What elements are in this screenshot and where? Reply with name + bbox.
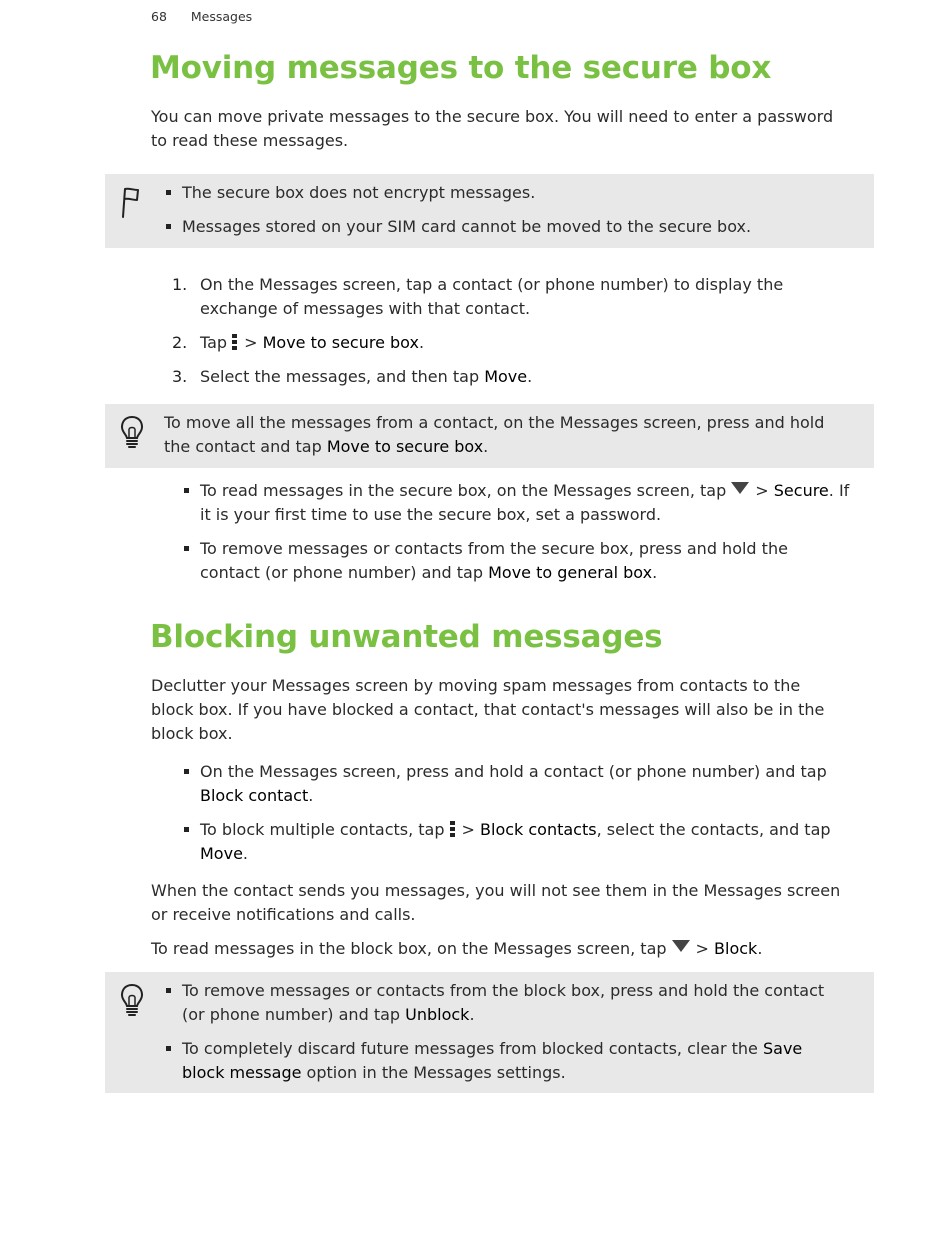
more-options-icon [232, 334, 238, 351]
blocking-bullets [200, 760, 872, 866]
tip-list [182, 979, 866, 1085]
step-2: 2. Tap > Move to secure box. [172, 333, 425, 352]
tip-box-blocking [105, 972, 874, 1093]
list-item: Messages stored on your SIM card cannot be moved to the secure box. [182, 215, 862, 239]
notification-paragraph: When the contact sends you messages, you will not see them in the Messages screen or receive notifications and calls. [151, 881, 841, 924]
list-item: The secure box does not encrypt messages. [182, 181, 862, 205]
tip-text: To move all the messages from a contact, on the Messages screen, press and hold the contact and tap Move to secure box. [164, 413, 825, 456]
intro-paragraph: You can move private messages to the secure box. You will need to enter a password to read these messages. [151, 107, 834, 150]
page-number: 68 [151, 9, 167, 24]
step-1: 1. On the Messages screen, tap a contact (or phone number) to display the exchange of messages with that contact. [172, 275, 784, 318]
section-title-secure-box: Moving messages to the secure box [150, 50, 772, 86]
dropdown-triangle-icon [672, 940, 690, 952]
blocking-intro: Declutter your Messages screen by moving spam messages from contacts to the block box. If you have blocked a contact, that contact's messages will also be in the block box. [151, 676, 825, 743]
section-name: Messages [190, 9, 253, 24]
steps-list [172, 273, 872, 389]
tip-box [105, 404, 874, 468]
lightbulb-icon [119, 414, 145, 450]
list-item: To block multiple contacts, tap > Block contacts, select the contacts, and tap Move. [200, 818, 872, 866]
list-item: To read messages in the secure box, on the Messages screen, tap > Secure. If it is your first time to use the secure box, set a password. [200, 479, 872, 527]
dropdown-triangle-icon [731, 482, 749, 494]
note-box [105, 174, 874, 248]
more-options-icon [450, 821, 456, 838]
running-header [151, 9, 252, 24]
note-list [182, 181, 862, 239]
list-item: To remove messages or contacts from the secure box, press and hold the contact (or phone number) and tap Move to general box. [200, 537, 872, 585]
list-item: To completely discard future messages from blocked contacts, clear the Save block message option in the Messages settings. [182, 1037, 866, 1085]
block-box-paragraph: To read messages in the block box, on the Messages screen, tap > Block. [151, 939, 763, 958]
list-item: To remove messages or contacts from the block box, press and hold the contact (or phone number) and tap Unblock. [182, 979, 866, 1027]
list-item: On the Messages screen, press and hold a contact (or phone number) and tap Block contact. [200, 760, 872, 808]
secure-box-bullets [200, 479, 872, 585]
section-title-blocking: Blocking unwanted messages [150, 619, 663, 655]
step-3: 3. Select the messages, and then tap Move. [172, 367, 533, 386]
lightbulb-icon [119, 982, 145, 1018]
flag-icon [119, 186, 141, 220]
